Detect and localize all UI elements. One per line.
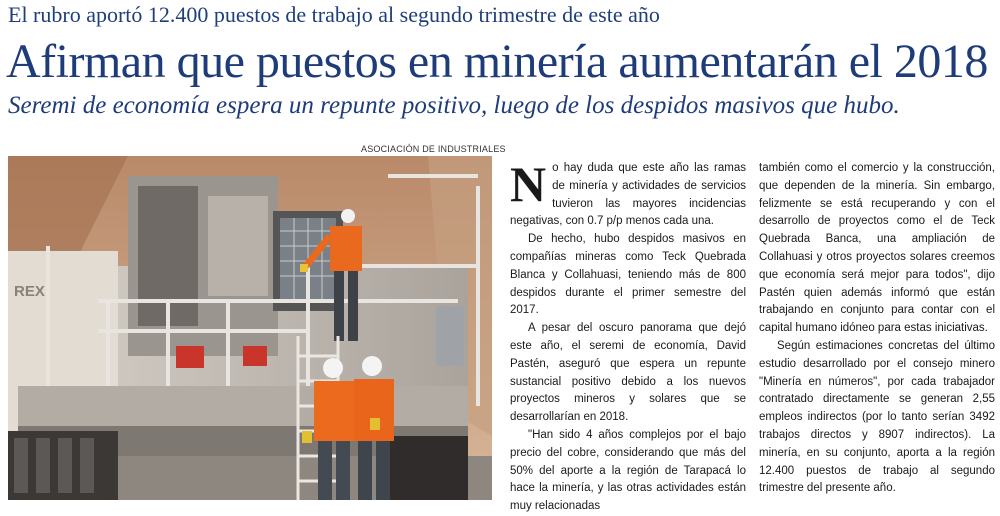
mining-truck-photo bbox=[8, 156, 492, 500]
paragraph-4: "Han sido 4 años complejos por el bajo precio del cobre, considerando que más del 50% del aporte a la región de Tarapacá lo hace la minería, y las otras actividades están muy relacionadas bbox=[510, 428, 746, 513]
truck-lettering: REX bbox=[14, 283, 45, 300]
photo-credit: ASOCIACIÓN DE INDUSTRIALES bbox=[361, 144, 506, 154]
paragraph-2: De hecho, hubo despidos masivos en compañías mineras como Teck Quebrada Blanca y Collahuasi, teniendo más de 800 despidos durante el primer semestre del 2017. bbox=[510, 233, 746, 317]
paragraph-3: A pesar del oscuro panorama que dejó este año, el seremi de economía, David Pastén, aseguró que espera un repunte sustancial positivo debido a los nuevos proyectos mineros y solares que se desarrollarían en 2018. bbox=[510, 322, 746, 424]
paragraph-1-text: o hay duda que este año las ramas de minería y actividades de servicios tuvieron las mayores incidencias negativas, con 0.7 p/p menos cada una. bbox=[510, 162, 746, 228]
paragraph-5: también como el comercio y la construcción, que dependen de la minería. Sin embargo, felizmente se está recuperando y con el desarrollo de proyectos como el de Teck Quebrada Banca, una ampliación de Collahuasi y otros proyectos solares creemos que economía será mejor para todos", dijo Pastén quien además informó que están trabajando en conjunto para contar con el capital humano idóneo para estas iniciativas. bbox=[759, 162, 995, 335]
article-column-2 bbox=[759, 160, 995, 498]
article-deck: Seremi de economía espera un repunte positivo, luego de los despidos masivos que hubo. bbox=[8, 92, 900, 119]
paragraph-1 bbox=[510, 156, 746, 231]
drop-cap: N bbox=[510, 156, 547, 212]
article-headline: Afirman que puestos en minería aumentarán el 2018 bbox=[6, 35, 988, 88]
paragraph-6: Según estimaciones concretas del último estudio desarrollado por el consejo minero "Minería en números", por cada trabajador contratado directamente se generan 2,55 empleos indirectos (por lo tanto serían 3492 trabajos directos y 8907 indirectos). La minería, en su conjunto, aporta a la región 12.400 puestos de trabajo al segundo trimestre del presente año. bbox=[759, 339, 995, 495]
article-kicker: El rubro aportó 12.400 puestos de trabajo al segundo trimestre de este año bbox=[8, 2, 660, 27]
mining-truck-illustration bbox=[8, 156, 492, 500]
article-column-1 bbox=[510, 156, 746, 516]
